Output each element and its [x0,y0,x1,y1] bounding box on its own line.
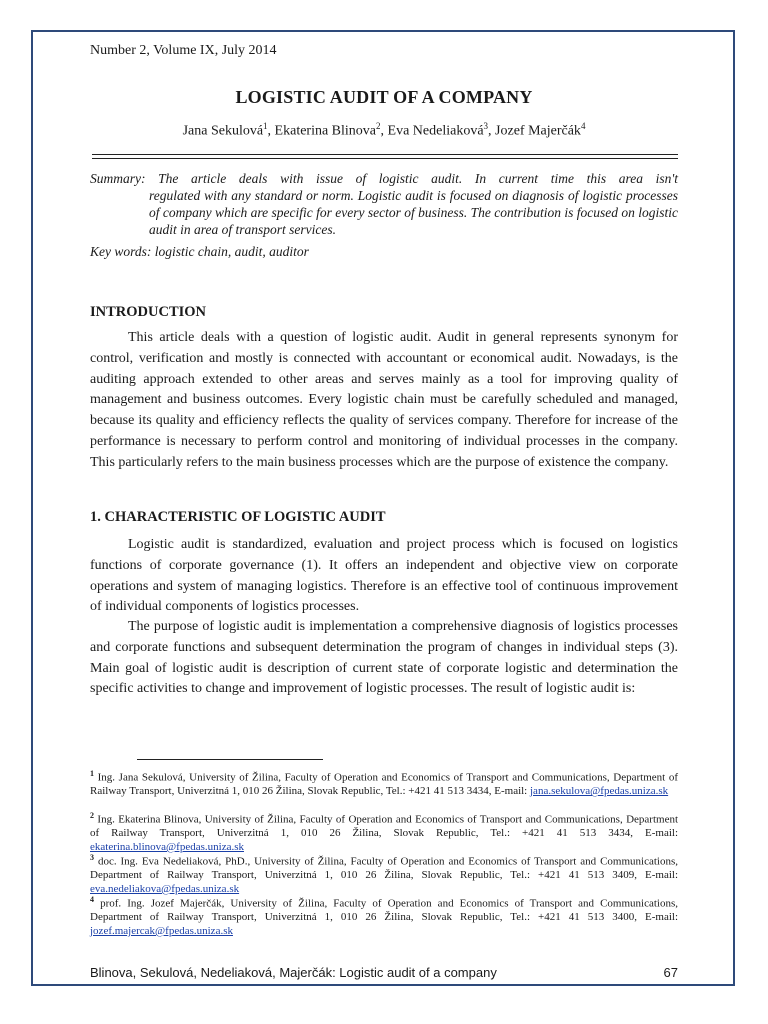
keywords: Key words: logistic chain, audit, auditor [90,244,309,259]
footnote: $^2$ Ing. Ekaterina Blinova, University of Žilina, Faculty of Operation and Economics of Transport and Communications, Department of Railway Transport, Univerzitná 1, 010 26 Žilina, Slovak Republic, Tel.: +421 41 513 3434, E-mail: ekaterina.blinova@fpedas.uniza.sk [90,811,679,853]
footnote-number: 2 [90,811,94,820]
footnote-number: 3 [90,853,94,862]
abstract-first-line: Summary: The article deals with issue of logistic audit. In current time this area isn't [90,171,679,186]
email-link[interactable]: jozef.majercak@fpedas.uniza.sk [90,924,233,937]
article-title: LOGISTIC AUDIT OF A COMPANY [235,87,533,107]
footnote: $^1$ Ing. Jana Sekulová, University of Žilina, Faculty of Operation and Economics of Transport and Communications, Department of Railway Transport, Univerzitná 1, 010 26 Žilina, Slovak Republic, Tel.: +421 41 513 3434, E-mail: jana.sekulova@fpedas.uniza.sk [90,769,678,798]
author-name: Eva Nedeliaková [387,123,484,139]
footnote-separator [137,759,323,760]
footnote: $^4$ prof. Ing. Jozef Majerčák, University of Žilina, Faculty of Operation and Economics of Transport and Communications, Department of Railway Transport, Univerzitná 1, 010 26 Žilina, Slovak Republic, Tel.: +421 41 513 3400, E-mail: jozef.majercak@fpedas.uniza.sk [90,895,679,937]
author-name: Jana Sekulová [182,123,264,139]
page-footer [90,965,678,980]
footnote: $^3$ doc. Ing. Eva Nedeliaková, PhD., University of Žilina, Faculty of Operation and Economics of Transport and Communications, Department of Railway Transport, Univerzitná 1, 010 26 Žilina, Slovak Republic, Tel.: +421 41 513 3409, E-mail: eva.nedeliakova@fpedas.uniza.sk [90,853,678,895]
abstract-body: regulated with any standard or norm. Logistic audit is focused on diagnosis of logistic processes of company which are specific for every sector of business. The contribution is focused on logistic audit in area of transport services. [149,188,678,237]
abstract-label: Summary: [90,171,146,186]
introduction-paragraph: This article deals with a question of logistic audit. Audit in general represents synonym for control, verification and mostly is connected with accountant or economical audit. Nowadays, is the auditing approach extended to other areas and serves mainly as a tool for improving quality of management and business outcomes. Every logistic chain must be carefully scheduled and managed, because its quality and efficiency reflects the quality of services company. Therefore for increase of the performance is necessary to perform control and monitoring of individual processes in the company. This particularly refers to the main business processes which are the purpose of existence the company. [90,330,678,470]
running-title: Blinova, Sekulová, Nedeliaková, Majerčák: Logistic audit of a company [90,965,497,980]
author-list: Jana Sekulová$^1$, Ekaterina Blinova$^2$, Eva Nedeliaková$^3$, Jozef Majerčák$^4$ [182,121,586,139]
journal-issue: Number 2, Volume IX, July 2014 [90,43,277,58]
abstract [90,170,678,238]
section1-paragraph-1: Logistic audit is standardized, evaluation and project process which is focused on logistics functions of corporate governance (1). It offers an independent and objective view on corporate operations and system of managing logistics. Therefore is an effective tool of continuous improvement of individual components of logistics processes. [90,537,678,615]
author-footnote-ref[interactable]: 1 [263,121,268,131]
email-link[interactable]: eva.nedeliakova@fpedas.uniza.sk [90,882,240,895]
email-link[interactable]: ekaterina.blinova@fpedas.uniza.sk [90,840,244,853]
author-name: Ekaterina Blinova [274,123,377,139]
footnote-number: 1 [90,769,94,778]
section-heading-characteristic: 1. CHARACTERISTIC OF LOGISTIC AUDIT [90,509,386,525]
author-footnote-ref[interactable]: 4 [580,121,586,131]
section-heading-introduction: INTRODUCTION [90,304,207,320]
footnote-number: 4 [90,895,94,904]
author-footnote-ref[interactable]: 3 [483,121,489,131]
section1-paragraph-2: The purpose of logistic audit is implementation a comprehensive diagnosis of logistics processes and corporate functions and subsequent determination the program of changes in individual steps (3). Main goal of logistic audit is description of current state of corporate logistic and determination the specific activities to change and improvement of logistic processes. The result of logistic audit is: [90,619,678,697]
title-divider [92,154,678,155]
author-footnote-ref[interactable]: 2 [376,121,381,131]
author-name: Jozef Majerčák [495,123,581,139]
email-link[interactable]: jana.sekulova@fpedas.uniza.sk [530,785,669,798]
title-divider [92,158,678,159]
page-number: 67 [663,965,678,980]
